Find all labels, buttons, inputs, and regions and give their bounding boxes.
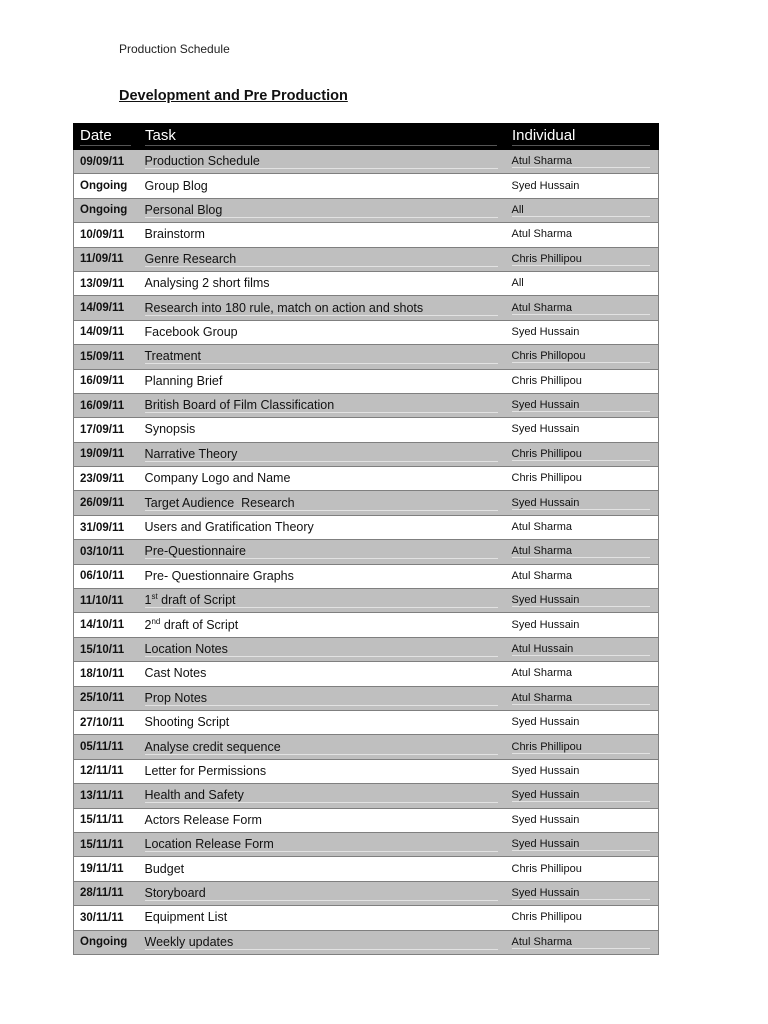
table-row xyxy=(74,150,659,174)
table-row xyxy=(74,223,659,247)
individual-cell xyxy=(506,930,659,954)
table-row xyxy=(74,808,659,832)
individual-cell xyxy=(506,613,659,637)
individual-cell xyxy=(506,467,659,491)
date-cell: 14/10/11 xyxy=(74,613,140,637)
individual-cell xyxy=(506,906,659,930)
individual-cell xyxy=(506,150,659,174)
table-row xyxy=(74,710,659,734)
individual-text: All xyxy=(512,204,651,217)
individual-text: Syed Hussain xyxy=(511,813,580,826)
individual-cell xyxy=(506,369,659,393)
table-row xyxy=(74,418,659,442)
date-cell: 18/10/11 xyxy=(74,662,140,686)
table-row xyxy=(74,271,659,295)
date-cell: 25/10/11 xyxy=(74,686,140,710)
date-cell: 10/09/11 xyxy=(74,223,140,247)
task-text: Research into 180 rule, match on action and shots xyxy=(144,300,424,315)
individual-cell xyxy=(506,393,659,417)
table-row xyxy=(74,491,659,515)
task-cell xyxy=(140,247,506,271)
date-cell: 14/09/11 xyxy=(74,320,140,344)
task-text: Production Schedule xyxy=(144,154,260,169)
task-text: draft of Script xyxy=(160,617,239,632)
date-cell: 19/11/11 xyxy=(74,857,140,881)
task-cell xyxy=(140,637,506,661)
table-row xyxy=(74,906,659,930)
individual-text: Syed Hussain xyxy=(512,594,651,607)
date-cell: 11/10/11 xyxy=(74,589,140,613)
table-row xyxy=(74,198,659,222)
individual-text: Syed Hussain xyxy=(511,764,580,777)
task-cell xyxy=(140,150,506,174)
task-text: Prop Notes xyxy=(144,690,208,705)
task-cell xyxy=(140,515,506,539)
date-cell: Ongoing xyxy=(74,198,140,222)
individual-text: Atul Sharma xyxy=(512,692,651,705)
task-cell xyxy=(140,808,506,832)
task-text: Genre Research xyxy=(144,251,237,266)
task-cell xyxy=(140,881,506,905)
task-text: Analyse credit sequence xyxy=(144,739,281,754)
table-row xyxy=(74,467,659,491)
date-cell: 16/09/11 xyxy=(74,393,140,417)
task-cell xyxy=(140,589,506,613)
table-row xyxy=(74,686,659,710)
task-text: Cast Notes xyxy=(144,666,207,681)
task-cell xyxy=(140,832,506,856)
task-cell xyxy=(140,174,506,198)
date-cell: Ongoing xyxy=(74,930,140,954)
individual-text: Syed Hussain xyxy=(512,399,651,412)
date-cell: 09/09/11 xyxy=(74,150,140,174)
table-row xyxy=(74,881,659,905)
individual-cell xyxy=(506,808,659,832)
task-text: draft of Script xyxy=(157,593,236,608)
individual-text: Syed Hussain xyxy=(511,716,580,729)
task-text: Health and Safety xyxy=(144,788,244,803)
individual-cell xyxy=(506,784,659,808)
table-row xyxy=(74,393,659,417)
individual-cell xyxy=(506,418,659,442)
date-cell: 27/10/11 xyxy=(74,710,140,734)
individual-text: Atul Sharma xyxy=(512,155,651,168)
date-cell: 05/11/11 xyxy=(74,735,140,759)
table-row xyxy=(74,637,659,661)
individual-cell xyxy=(506,832,659,856)
date-cell: 06/10/11 xyxy=(74,564,140,588)
column-header-date: Date xyxy=(74,124,140,150)
task-text: Budget xyxy=(144,861,185,876)
individual-text: Atul Sharma xyxy=(511,228,573,241)
individual-cell xyxy=(506,710,659,734)
table-row xyxy=(74,857,659,881)
column-header-individual: Individual xyxy=(506,124,659,150)
task-cell xyxy=(140,198,506,222)
date-cell: 13/11/11 xyxy=(74,784,140,808)
task-text: Treatment xyxy=(144,349,202,364)
individual-cell xyxy=(506,345,659,369)
date-cell: Ongoing xyxy=(74,174,140,198)
date-cell: 30/11/11 xyxy=(74,906,140,930)
task-cell xyxy=(140,369,506,393)
individual-cell xyxy=(506,320,659,344)
task-text: Equipment List xyxy=(144,910,228,925)
date-cell: 15/09/11 xyxy=(74,345,140,369)
individual-cell xyxy=(506,271,659,295)
task-cell xyxy=(140,491,506,515)
task-text: Group Blog xyxy=(144,178,208,193)
table-row xyxy=(74,296,659,320)
task-text: Location Release Form xyxy=(144,837,274,852)
individual-cell xyxy=(506,589,659,613)
individual-cell xyxy=(506,296,659,320)
date-cell: 13/09/11 xyxy=(74,271,140,295)
task-ordinal-suffix: nd xyxy=(151,616,161,626)
task-cell xyxy=(140,784,506,808)
task-cell xyxy=(140,296,506,320)
individual-cell xyxy=(506,686,659,710)
table-row xyxy=(74,930,659,954)
individual-text: Syed Hussain xyxy=(512,497,651,510)
task-text: Actors Release Form xyxy=(144,812,262,827)
table-row xyxy=(74,759,659,783)
table-row xyxy=(74,247,659,271)
table-row xyxy=(74,613,659,637)
individual-text: Syed Hussain xyxy=(512,789,651,802)
table-row xyxy=(74,345,659,369)
individual-text: Syed Hussain xyxy=(511,618,580,631)
individual-cell xyxy=(506,515,659,539)
task-text: British Board of Film Classification xyxy=(144,398,335,413)
task-cell xyxy=(140,710,506,734)
task-text: Letter for Permissions xyxy=(144,763,267,778)
task-cell xyxy=(140,662,506,686)
task-text: Facebook Group xyxy=(144,324,238,339)
individual-cell xyxy=(506,881,659,905)
task-text: Location Notes xyxy=(144,642,228,656)
task-text: Storyboard xyxy=(144,885,206,900)
table-row xyxy=(74,735,659,759)
task-cell xyxy=(140,223,506,247)
task-cell xyxy=(140,735,506,759)
date-cell: 31/09/11 xyxy=(74,515,140,539)
task-ordinal-suffix: st xyxy=(151,592,158,602)
individual-cell xyxy=(506,491,659,515)
task-cell xyxy=(140,467,506,491)
individual-text: Chris Phillipou xyxy=(511,862,582,875)
individual-cell xyxy=(506,540,659,564)
individual-text: Chris Phillipou xyxy=(512,448,651,461)
task-text: Target Audience Research xyxy=(144,495,295,510)
individual-cell xyxy=(506,857,659,881)
table-body xyxy=(74,150,659,955)
column-header-task: Task xyxy=(140,124,506,150)
individual-text: Syed Hussain xyxy=(511,325,580,338)
table-row xyxy=(74,174,659,198)
task-ordinal: 2 xyxy=(144,617,152,632)
date-cell: 11/09/11 xyxy=(74,247,140,271)
table-header-row xyxy=(74,124,659,150)
task-text: Analysing 2 short films xyxy=(144,276,270,291)
task-cell xyxy=(140,320,506,344)
individual-cell xyxy=(506,637,659,661)
date-cell: 12/11/11 xyxy=(74,759,140,783)
individual-text: Atul Sharma xyxy=(511,521,573,534)
individual-cell xyxy=(506,247,659,271)
table-row xyxy=(74,515,659,539)
individual-cell xyxy=(506,564,659,588)
table-row xyxy=(74,589,659,613)
individual-text: Chris Phillipou xyxy=(512,741,651,754)
date-cell: 23/09/11 xyxy=(74,467,140,491)
date-cell: 17/09/11 xyxy=(74,418,140,442)
table-row xyxy=(74,784,659,808)
individual-text: Atul Sharma xyxy=(511,569,573,582)
task-text: Narrative Theory xyxy=(144,446,238,461)
table-row xyxy=(74,832,659,856)
table-row xyxy=(74,320,659,344)
section-heading: Development and Pre Production xyxy=(119,88,348,104)
task-cell xyxy=(140,345,506,369)
task-text: Personal Blog xyxy=(144,202,223,217)
date-cell: 28/11/11 xyxy=(74,881,140,905)
task-cell xyxy=(140,930,506,954)
task-cell xyxy=(140,442,506,466)
task-cell xyxy=(140,418,506,442)
table-row xyxy=(74,369,659,393)
individual-text: Atul Hussain xyxy=(512,643,651,656)
date-cell: 14/09/11 xyxy=(74,296,140,320)
individual-text: Chris Phillopou xyxy=(512,350,651,363)
task-ordinal: 1 xyxy=(144,593,152,608)
individual-text: Atul Sharma xyxy=(512,302,651,315)
date-cell: 15/11/11 xyxy=(74,808,140,832)
task-text: Weekly updates xyxy=(144,934,234,949)
task-cell xyxy=(140,613,506,637)
task-cell xyxy=(140,759,506,783)
individual-text: Chris Phillipou xyxy=(511,472,582,485)
date-cell: 15/11/11 xyxy=(74,832,140,856)
individual-cell xyxy=(506,662,659,686)
task-text: Planning Brief xyxy=(144,373,223,388)
date-cell: 03/10/11 xyxy=(74,540,140,564)
task-cell xyxy=(140,564,506,588)
date-cell: 19/09/11 xyxy=(74,442,140,466)
task-cell xyxy=(140,540,506,564)
production-schedule-table xyxy=(73,123,659,955)
task-text: Brainstorm xyxy=(144,227,205,242)
date-cell: 26/09/11 xyxy=(74,491,140,515)
date-cell: 15/10/11 xyxy=(74,637,140,661)
task-text: Pre-Questionnaire xyxy=(144,544,246,559)
table-row xyxy=(74,442,659,466)
individual-text: Syed Hussain xyxy=(511,179,580,192)
individual-text: Chris Phillipou xyxy=(512,253,651,266)
table-row xyxy=(74,540,659,564)
task-text: Synopsis xyxy=(144,422,196,437)
individual-text: Atul Sharma xyxy=(512,936,651,949)
individual-text: All xyxy=(511,277,524,290)
task-cell xyxy=(140,686,506,710)
individual-text: Chris Phillipou xyxy=(511,374,582,387)
task-cell xyxy=(140,271,506,295)
task-cell xyxy=(140,857,506,881)
date-cell: 16/09/11 xyxy=(74,369,140,393)
individual-cell xyxy=(506,735,659,759)
task-cell xyxy=(140,906,506,930)
task-text: Pre- Questionnaire Graphs xyxy=(144,568,294,583)
individual-cell xyxy=(506,198,659,222)
task-text: Company Logo and Name xyxy=(144,471,291,486)
task-text: Users and Gratification Theory xyxy=(144,520,314,535)
individual-text: Chris Phillipou xyxy=(511,911,582,924)
individual-text: Syed Hussain xyxy=(511,423,580,436)
table-row xyxy=(74,662,659,686)
individual-text: Syed Hussain xyxy=(512,887,651,900)
task-cell xyxy=(140,393,506,417)
individual-cell xyxy=(506,174,659,198)
table-row xyxy=(74,564,659,588)
task-text: Shooting Script xyxy=(144,715,230,730)
individual-cell xyxy=(506,759,659,783)
individual-text: Syed Hussain xyxy=(512,838,651,851)
individual-cell xyxy=(506,223,659,247)
individual-text: Atul Sharma xyxy=(511,667,573,680)
individual-cell xyxy=(506,442,659,466)
individual-text: Atul Sharma xyxy=(512,545,651,558)
running-header: Production Schedule xyxy=(119,42,230,56)
